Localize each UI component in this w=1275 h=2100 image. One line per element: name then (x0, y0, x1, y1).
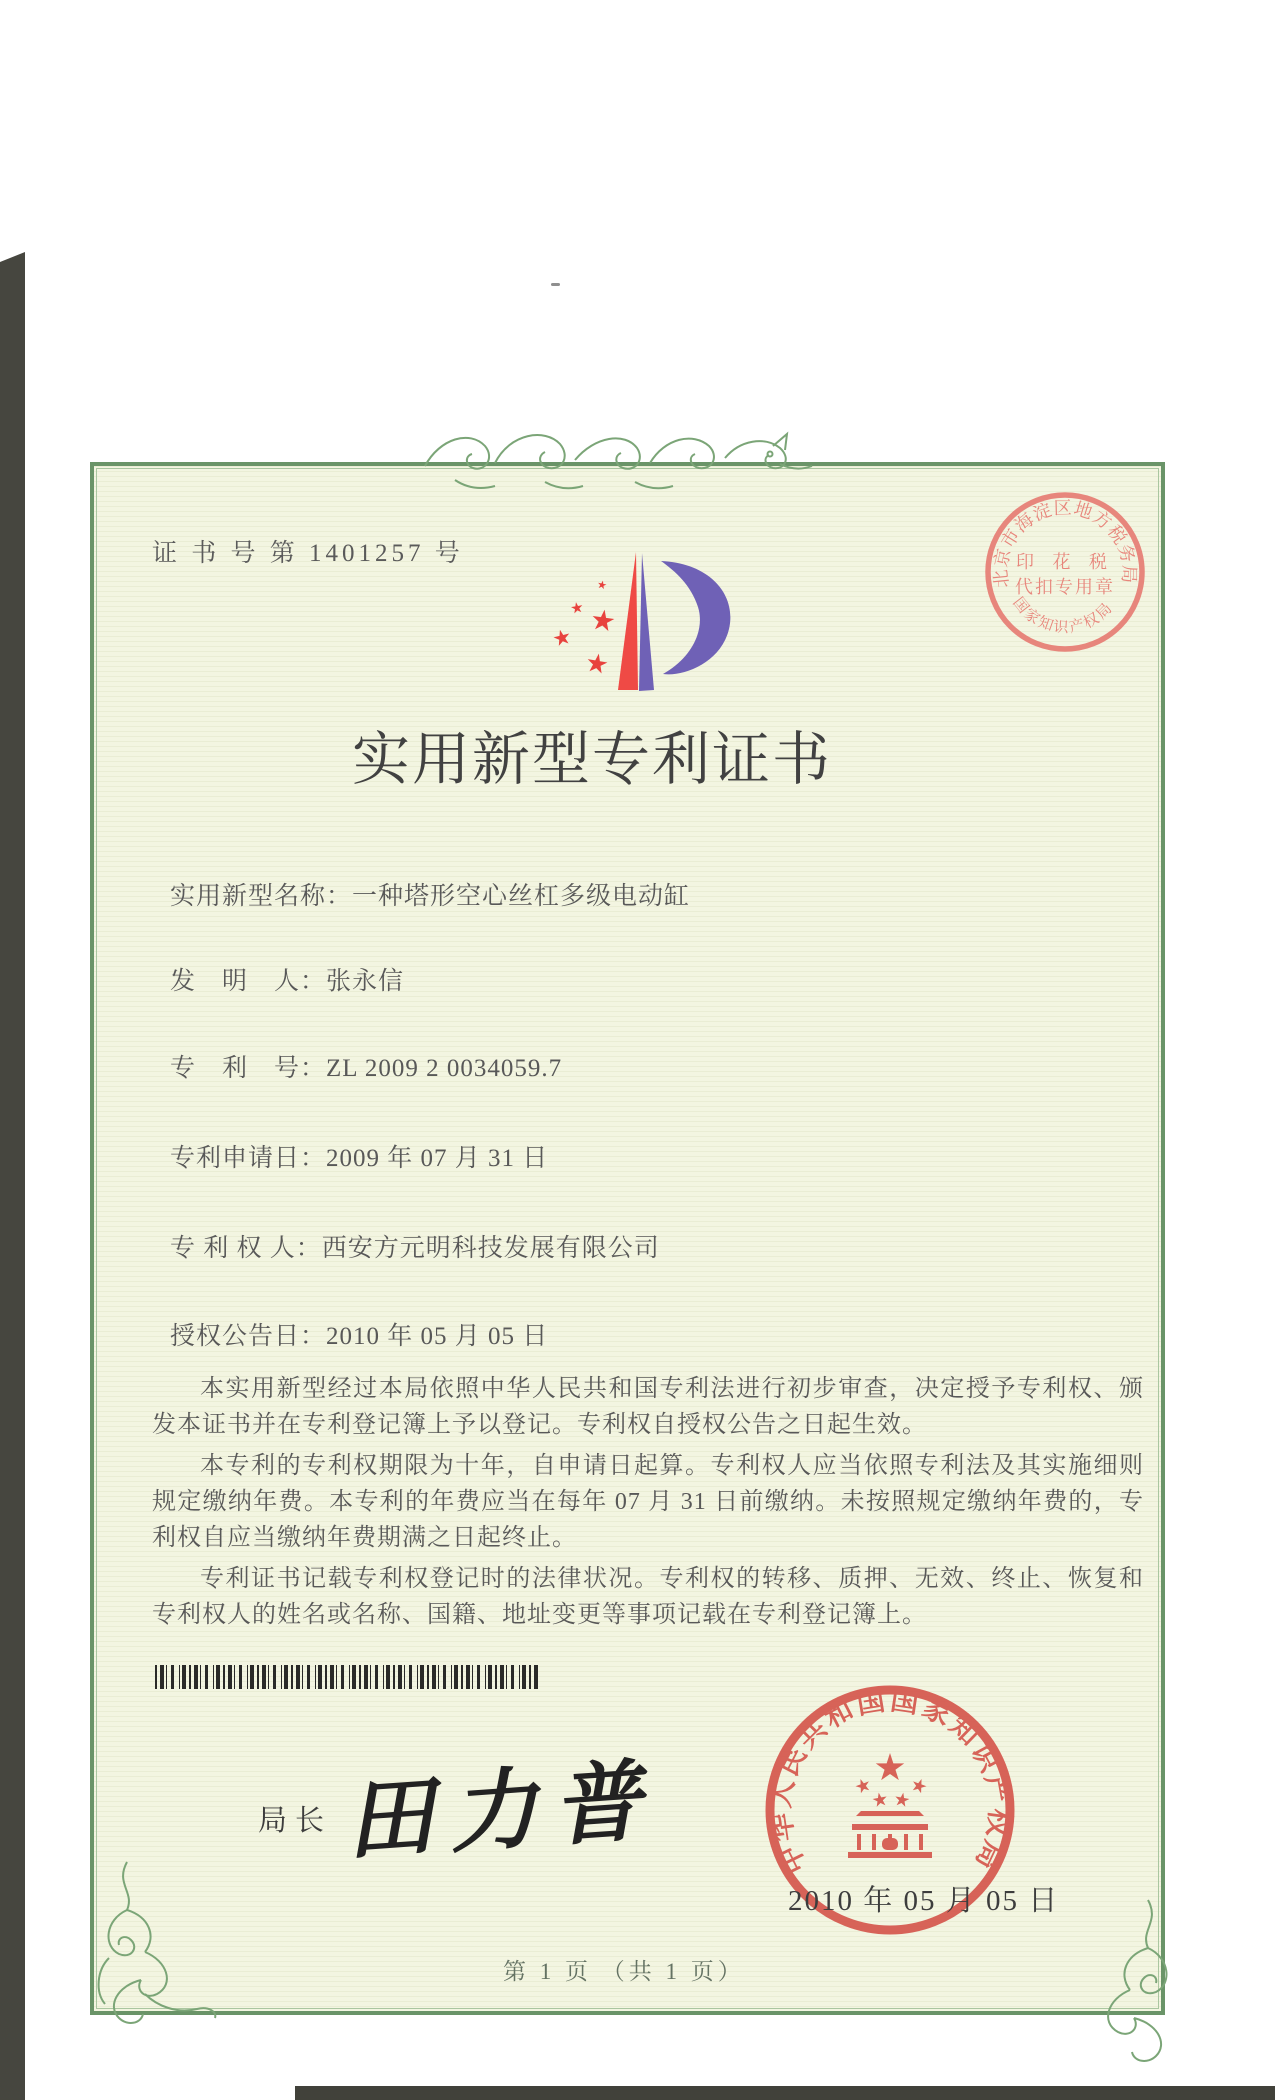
field-label: 发 明 人： (170, 968, 327, 995)
field-value: 一种塔形空心丝杠多级电动缸 (352, 883, 691, 910)
tax-stamp-center-line2: 代扣专用章 (1015, 577, 1115, 597)
field-patentee (170, 1228, 660, 1264)
tax-stamp-top-arc-text: 北京市海淀区地方税务局 (990, 497, 1140, 589)
logo-stars (552, 580, 615, 674)
legal-paragraph-2: 本专利的专利权期限为十年，自申请日起算。专利权人应当依照专利法及其实施细则规定缴纳年费。本专利的年费应当在每年 07 月 31 日前缴纳。未按照规定缴纳年费的，专利权自应当缴纳年费期满之日起终止。 (152, 1453, 1144, 1551)
legal-text-block (152, 1371, 1144, 1638)
field-label: 实用新型名称： (170, 883, 353, 910)
svg-text:北京市海淀区地方税务局 (990, 498, 1139, 589)
field-value: 西安方元明科技发展有限公司 (321, 1235, 660, 1262)
tax-stamp-center-line1: 印 花 税 (1016, 552, 1114, 572)
legal-paragraph-1: 本实用新型经过本局依照中华人民共和国专利法进行初步审查，决定授予专利权、颁发本证书并在专利登记簿上予以登记。专利权自授权公告之日起生效。 (152, 1376, 1144, 1438)
field-label: 专 利 权 人： (170, 1235, 322, 1262)
tax-stamp (980, 487, 1150, 657)
seal-ring-text: 中华人民共和国国家知识产权局 (765, 1685, 1015, 1879)
field-inventor (170, 961, 404, 997)
scan-speck (551, 283, 560, 286)
field-value: ZL 2009 2 0034059.7 (326, 1055, 563, 1082)
field-grant-date (170, 1316, 548, 1352)
certificate-number: 证 书 号 第 1401257 号 (152, 540, 464, 567)
field-label: 专 利 号： (170, 1055, 327, 1082)
logo-purple-bar (639, 553, 654, 691)
field-filing-date (170, 1138, 548, 1174)
commissioner-signature: 田力普 (342, 1753, 661, 1872)
tax-stamp-bottom-arc-text: 国家知识产权局 (1009, 594, 1117, 637)
certificate-title: 实用新型专利证书 (352, 727, 833, 792)
field-value: 2010 年 05 月 05 日 (326, 1323, 549, 1350)
field-value: 2009 年 07 月 31 日 (326, 1145, 549, 1172)
scan-edge-left (0, 262, 25, 2100)
national-emblem (848, 1753, 932, 1858)
field-patent-number (170, 1048, 562, 1084)
seal-date: 2010 年 05 月 05 日 (788, 1885, 1060, 1917)
logo-purple-bowl (661, 561, 730, 674)
svg-text:国家知识产权局 (1009, 594, 1116, 636)
logo-red-spike (618, 552, 638, 690)
legal-paragraph-3: 专利证书记载专利权登记时的法律状况。专利权的转移、质押、无效、终止、恢复和专利权人的姓名或名称、国籍、地址变更等事项记载在专利登记簿上。 (152, 1566, 1144, 1628)
field-label: 专利申请日： (170, 1145, 327, 1172)
page-number-footer: 第 1 页 （共 1 页） (503, 1959, 745, 1984)
field-utility-model-name (170, 876, 690, 912)
field-value: 张永信 (326, 968, 405, 995)
field-label: 授权公告日： (170, 1323, 327, 1350)
commissioner-title: 局长 (258, 1805, 333, 1837)
scan-edge-bottom (295, 2086, 1275, 2100)
cnipa-logo (515, 545, 745, 700)
certificate-barcode (155, 1665, 540, 1689)
